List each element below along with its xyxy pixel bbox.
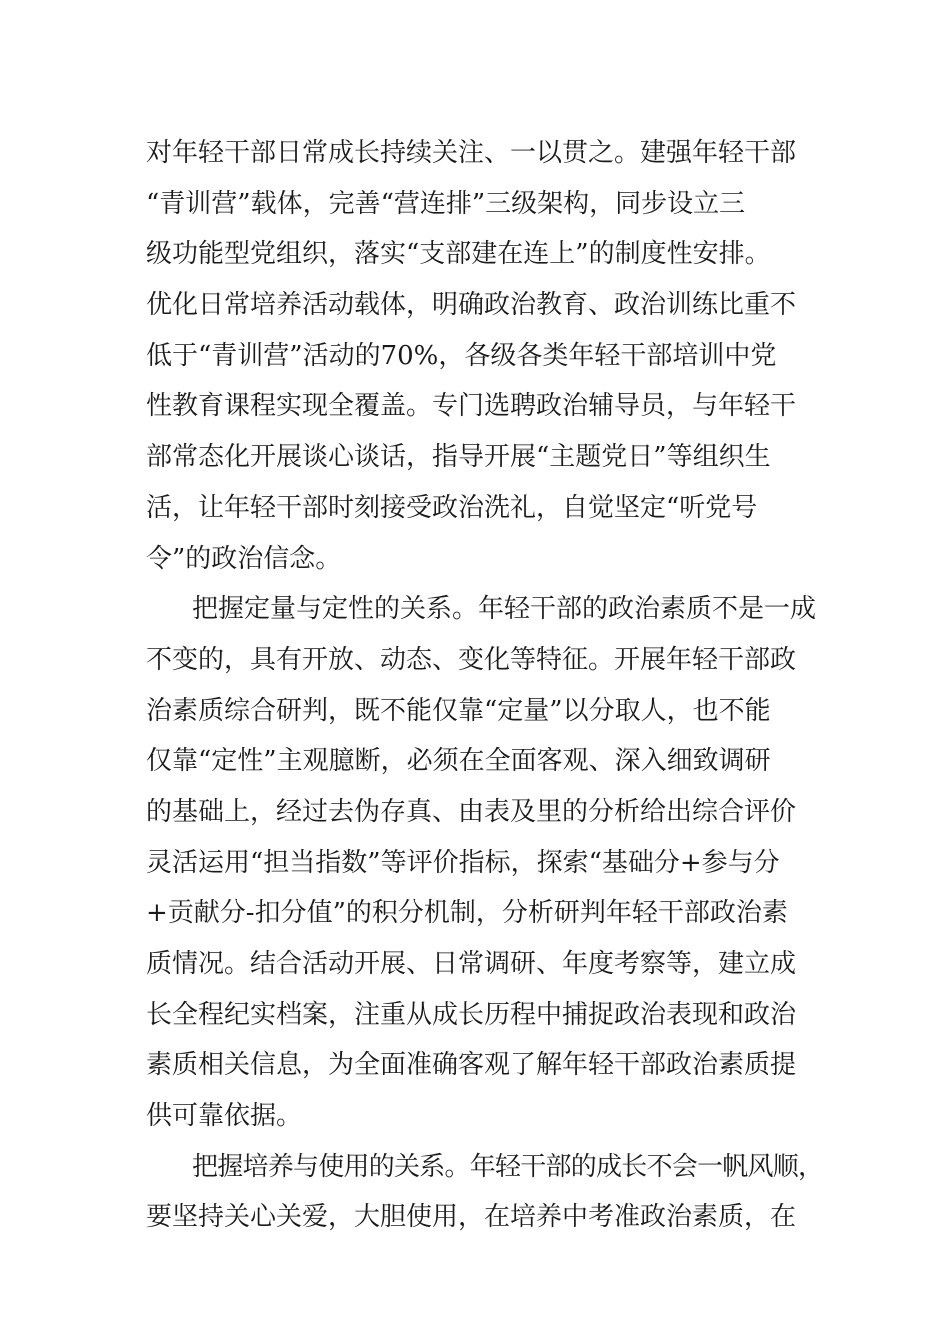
text-line: 灵活运用“担当指数”等评价指标，探索“基础分+参与分: [146, 847, 780, 878]
text-line: 供可靠依据。: [146, 1101, 303, 1132]
paragraph-start-line: 把握定量与定性的关系。年轻干部的政治素质不是一成: [192, 594, 817, 625]
paragraph-start-line: 把握培养与使用的关系。年轻干部的成长不会一帆风顺，: [192, 1151, 824, 1182]
text-line: 要坚持关心关爱，大胆使用，在培养中考准政治素质，在: [146, 1202, 797, 1233]
text-line: 长全程纪实档案，注重从成长历程中捕捉政治表现和政治: [146, 999, 797, 1030]
text-line: 治素质综合研判，既不能仅靠“定量”以分取人，也不能: [146, 695, 771, 726]
text-line: “青训营”载体，完善“营连排”三级架构，同步设立三: [146, 188, 746, 219]
text-line: 不变的，具有开放、动态、变化等特征。开展年轻干部政: [146, 644, 797, 675]
text-line: 对年轻干部日常成长持续关注、一以贯之。建强年轻干部: [146, 138, 797, 168]
text-line: 令”的政治信念。: [146, 543, 342, 574]
text-line: 质情况。结合活动开展、日常调研、年度考察等，建立成: [146, 949, 797, 979]
text-line: 低于“青训营”活动的70%，各级各类年轻干部培训中党: [146, 340, 777, 371]
text-line: 素质相关信息，为全面准确客观了解年轻干部政治素质提: [146, 1050, 797, 1081]
text-line: +贡献分-扣分值”的积分机制，分析研判年轻干部政治素: [146, 898, 788, 929]
text-line: 性教育课程实现全覆盖。专门选聘政治辅导员，与年轻干: [146, 391, 797, 422]
body-text: [146, 128, 826, 1243]
text-line: 仅靠“定性”主观臆断，必须在全面客观、深入细致调研: [146, 746, 771, 777]
text-line: 活，让年轻干部时刻接受政治洗礼，自觉坚定“听党号: [146, 492, 758, 523]
text-line: 部常态化开展谈心谈话，指导开展“主题党日”等组织生: [146, 442, 771, 473]
text-line: 优化日常培养活动载体，明确政治教育、政治训练比重不: [146, 290, 797, 321]
text-line: 的基础上，经过去伪存真、由表及里的分析给出综合评价: [146, 796, 797, 827]
text-line: 级功能型党组织，落实“支部建在连上”的制度性安排。: [146, 239, 771, 270]
